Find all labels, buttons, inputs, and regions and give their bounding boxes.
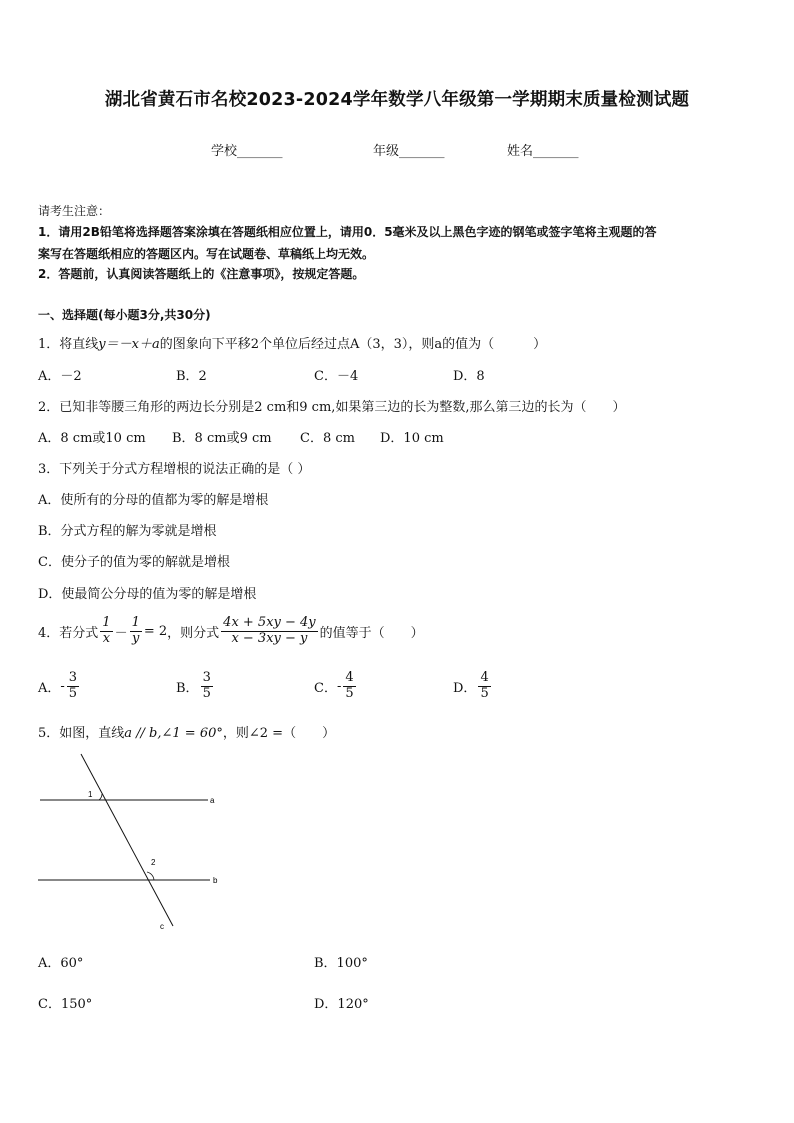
fraction-numerator: 3 [202, 670, 211, 685]
option-label: D． [453, 680, 477, 696]
transversal-c [81, 754, 173, 926]
q3-option-b[interactable]: B．分式方程的解为零就是增根 [38, 524, 217, 539]
q2-option-d[interactable]: D．10 cm [380, 431, 444, 446]
question-4-pre: 4．若分式 [38, 625, 99, 641]
page-title: 湖北省黄石市名校2023-2024学年数学八年级第一学期期末质量检测试题 [104, 90, 690, 110]
q3-option-d[interactable]: D．使最简公分母的值为零的解是增根 [38, 587, 257, 602]
fraction-1-over-y [130, 616, 142, 647]
label-2: 2 [151, 858, 156, 867]
q1-option-d[interactable]: D．8 [453, 369, 485, 384]
question-5-expr: a // b,∠1 = 60° [124, 726, 223, 741]
label-a: a [210, 796, 215, 805]
q4-option-b[interactable] [176, 671, 215, 702]
label-1: 1 [88, 790, 93, 799]
q5-option-d[interactable]: D．120° [314, 997, 369, 1012]
angle-1-arc [99, 794, 102, 800]
fraction-denominator: 5 [68, 685, 78, 701]
question-5-pre: 5．如图，直线 [38, 726, 125, 741]
fraction-numerator: 3 [68, 670, 78, 685]
question-5 [38, 722, 335, 741]
equals-two: = 2 [143, 623, 168, 639]
question-1-pre: 1．将直线 [38, 337, 99, 352]
q4-option-c[interactable] [314, 671, 358, 702]
fraction-denominator: 5 [202, 685, 211, 701]
fraction-numerator: 1 [102, 615, 111, 630]
fraction-denominator: 5 [345, 685, 354, 701]
notice-item-1-line-1: 1．请用2B铅笔将选择题答案涂填在答题纸相应位置上，请用0．5毫米及以上黑色字迹的钢笔或签字笔将主观题的答 [38, 225, 657, 239]
q2-option-b[interactable]: B．8 cm或9 cm [172, 431, 272, 446]
q1-option-a[interactable]: A．－2 [38, 369, 82, 384]
option-fraction [343, 671, 355, 702]
question-1 [38, 333, 546, 352]
q2-option-a[interactable]: A．8 cm或10 cm [38, 431, 146, 446]
parallel-lines-figure [30, 748, 230, 938]
notice-item-1-line-2: 案写在答题纸相应的答题区内。写在试题卷、草稿纸上均无效。 [38, 247, 375, 261]
question-4-post: 的值等于（ ） [319, 625, 424, 641]
fraction-numerator: 4x + 5xy − 4y [223, 615, 316, 630]
school-field[interactable]: 学校_______ [211, 144, 283, 159]
q3-option-a[interactable]: A．使所有的分母的值都为零的解是增根 [38, 493, 269, 508]
name-field[interactable]: 姓名_______ [507, 144, 579, 159]
option-label: A． [38, 680, 61, 696]
q2-option-c[interactable]: C．8 cm [300, 431, 355, 446]
question-4-mid: ，则分式 [167, 625, 220, 641]
q5-option-c[interactable]: C．150° [38, 997, 93, 1012]
label-c: c [160, 922, 164, 931]
fraction-denominator: y [132, 630, 140, 646]
fraction-denominator: x [102, 630, 111, 646]
option-sign: - [336, 678, 342, 694]
fraction-numerator: 1 [131, 615, 140, 630]
q1-option-c[interactable]: C．－4 [314, 369, 359, 384]
question-2: 2．已知非等腰三角形的两边长分别是2 cm和9 cm,如果第三边的长为整数,那么第三边的长为（ ） [38, 400, 626, 415]
option-label: C． [314, 680, 337, 696]
question-5-post: ，则∠2 =（ ） [222, 726, 336, 741]
q5-option-b[interactable]: B．100° [314, 956, 368, 971]
question-3: 3．下列关于分式方程增根的说法正确的是（ ） [38, 462, 311, 477]
section-heading: 一、选择题(每小题3分,共30分) [38, 308, 211, 322]
grade-field[interactable]: 年级_______ [373, 144, 445, 159]
option-fraction [478, 671, 490, 702]
minus-sign: － [114, 625, 128, 641]
q3-option-c[interactable]: C．使分子的值为零的解就是增根 [38, 555, 230, 570]
option-label: B． [176, 680, 199, 696]
notice-heading: 请考生注意： [38, 204, 111, 218]
fraction-numerator: 4 [345, 670, 354, 685]
option-fraction [201, 671, 213, 702]
option-sign: - [60, 678, 65, 694]
question-1-expr: y＝－x＋a [98, 337, 160, 352]
fraction-numerator: 4 [480, 670, 489, 685]
fraction-denominator: 5 [480, 685, 489, 701]
question-1-post: 的图象向下平移2个单位后经过点A（3，3），则a的值为（ ） [159, 337, 547, 352]
q4-option-d[interactable] [453, 671, 493, 702]
q5-option-a[interactable]: A．60° [38, 956, 84, 971]
q4-option-a[interactable] [38, 671, 81, 702]
notice-item-2: 2．答题前，认真阅读答题纸上的《注意事项》，按规定答题。 [38, 267, 365, 281]
option-fraction [67, 671, 79, 702]
fraction-1-over-x [100, 616, 112, 647]
q1-option-b[interactable]: B．2 [176, 369, 207, 384]
fraction-denominator: x − 3xy − y [231, 630, 308, 646]
fraction-expression [221, 616, 317, 647]
label-b: b [213, 876, 218, 885]
question-4 [38, 616, 424, 647]
